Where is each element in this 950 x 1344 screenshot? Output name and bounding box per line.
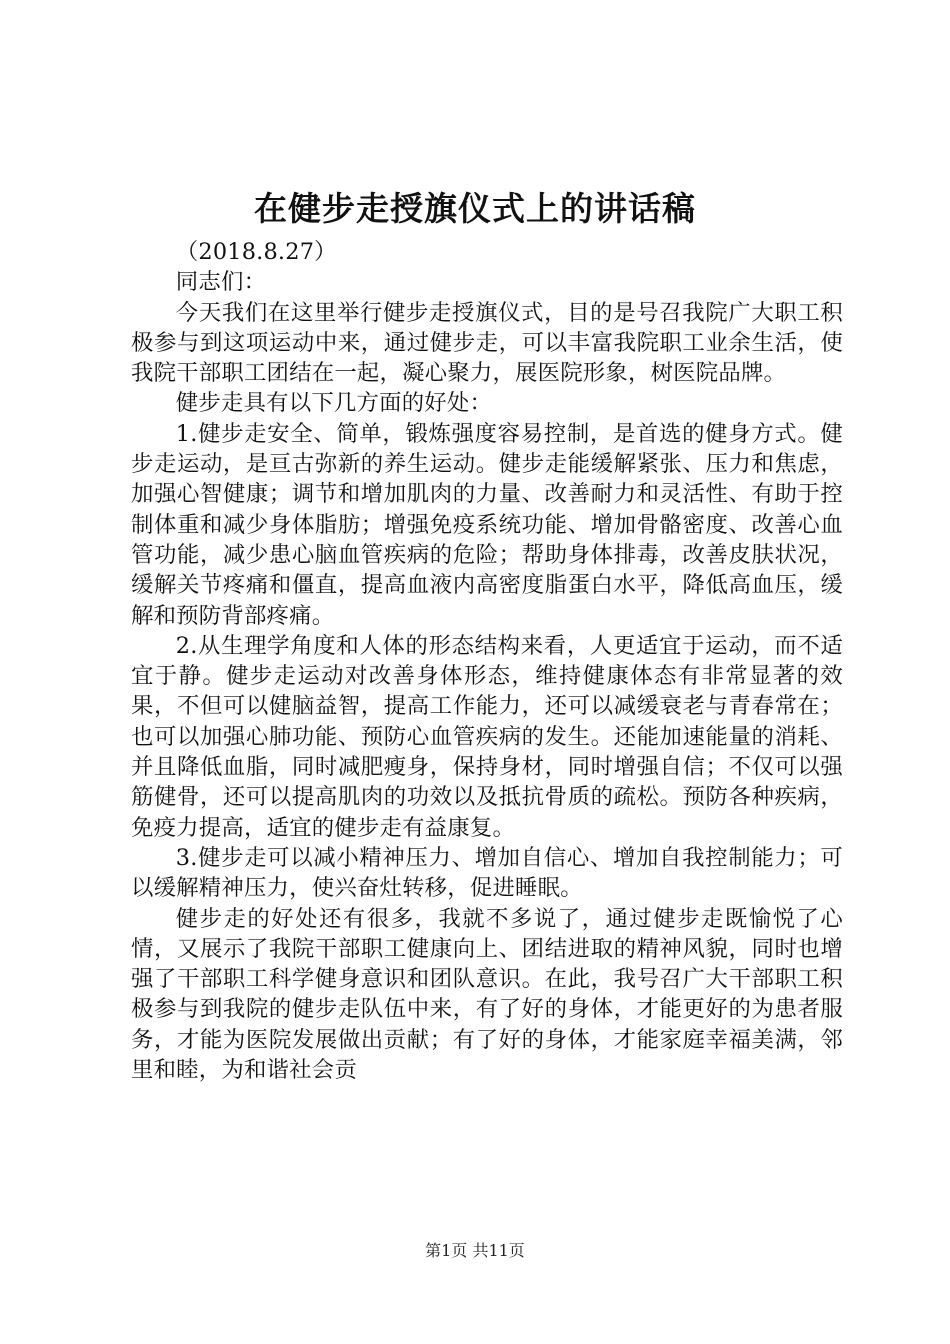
document-body xyxy=(131,237,843,1085)
paragraph-benefit-2: 2.从生理学角度和人体的形态结构来看，人更适宜于运动，而不适宜于静。健步走运动对改善身体形态，维持健康体态有非常显著的效果，不但可以健脑益智，提高工作能力，还可以减缓衰老与青春常在；也可以加强心肺功能、预防心血管疾病的发生。还能加速能量的消耗、并且降低血脂，同时减肥瘦身，保持身材，同时增强自信；不仅可以强筋健骨，还可以提高肌肉的功效以及抵抗骨质的疏松。预防各种疾病，免疫力提高，适宜的健步走有益康复。 xyxy=(131,632,843,841)
paragraph-benefit-3: 3.健步走可以减小精神压力、增加自信心、增加自我控制能力；可以缓解精神压力，使兴奋灶转移，促进睡眠。 xyxy=(131,844,843,902)
paragraph-intro: 今天我们在这里举行健步走授旗仪式，目的是号召我院广大职工积极参与到这项运动中来，通过健步走，可以丰富我院职工业余生活，使我院干部职工团结在一起，凝心聚力，展医院形象，树医院品牌。 xyxy=(131,299,843,387)
salutation: 同志们： xyxy=(175,269,267,296)
document-title: 在健步走授旗仪式上的讲话稿 xyxy=(254,189,696,228)
paragraph-benefits-heading: 健步走具有以下几方面的好处： xyxy=(175,390,493,417)
date-line: （2018.8.27） xyxy=(175,239,337,265)
paragraph-closing: 健步走的好处还有很多，我就不多说了，通过健步走既愉悦了心情，又展示了我院干部职工健康向上、团结进取的精神风貌，同时也增强了干部职工科学健身意识和团队意识。在此，我号召广大干部职工积极参与到我院的健步走队伍中来，有了好的身体，才能更好的为患者服务，才能为医院发展做出贡献；有了好的身体，才能家庭幸福美满，邻里和睦，为和谐社会贡 xyxy=(131,905,843,1084)
page-footer: 第1页 共11页 xyxy=(425,1241,525,1260)
paragraph-benefit-1: 1.健步走安全、简单，锻炼强度容易控制，是首选的健身方式。健步走运动，是亘古弥新的养生运动。健步走能缓解紧张、压力和焦虑，加强心智健康；调节和增加肌肉的力量、改善耐力和灵活性、有助于控制体重和减少身体脂肪；增强免疫系统功能、增加骨骼密度、改善心血管功能，减少患心脑血管疾病的危险；帮助身体排毒，改善皮肤状况，缓解关节疼痛和僵直，提高血液内高密度脂蛋白水平，降低高血压，缓解和预防背部疼痛。 xyxy=(131,420,843,629)
